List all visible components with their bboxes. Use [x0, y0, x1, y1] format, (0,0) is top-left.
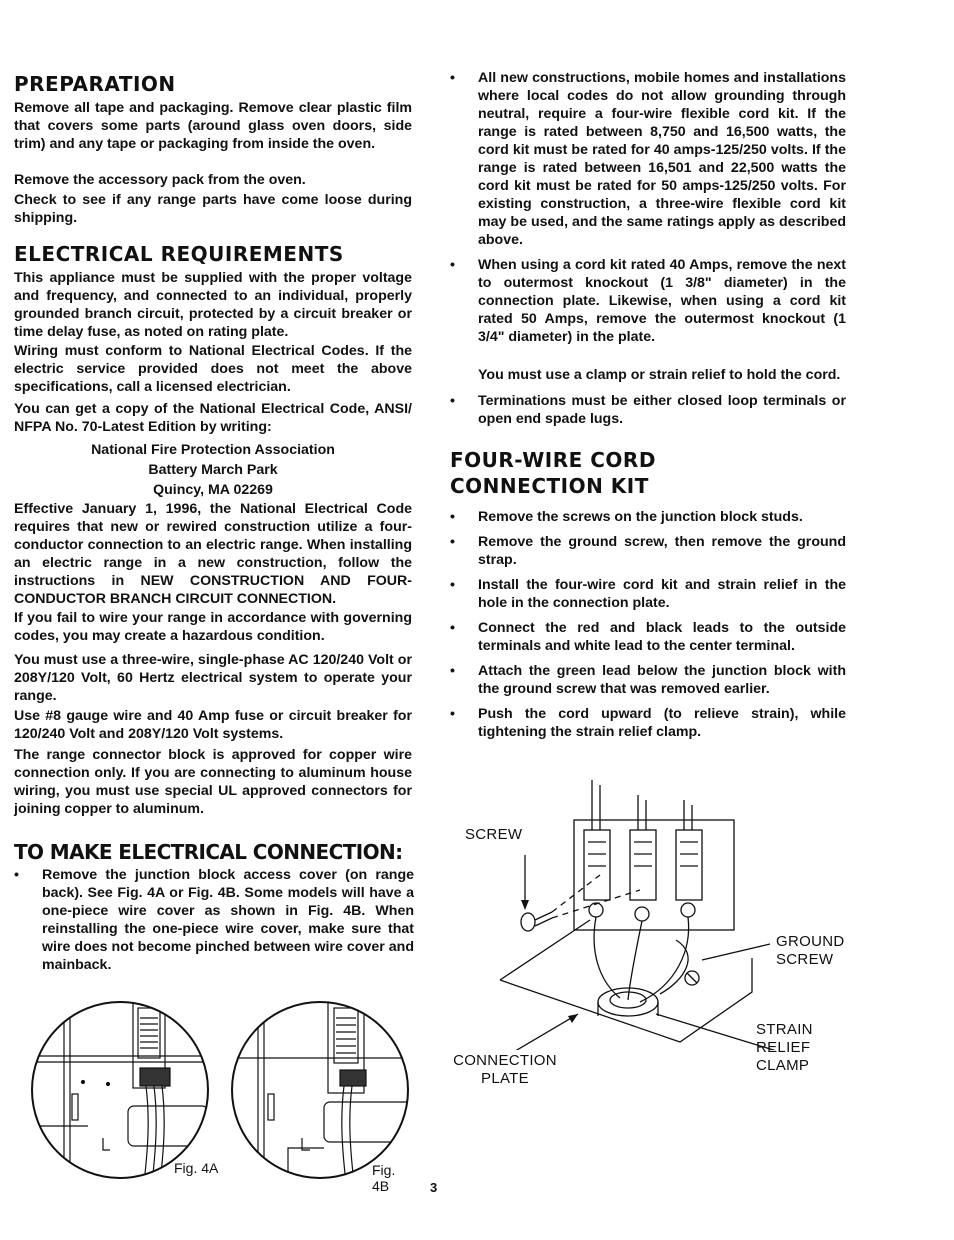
list-item: • Connect the red and black leads to the outside terminals and white lead to the center terminal. [450, 620, 846, 654]
figure-4b-label: Fig. 4B [372, 1162, 396, 1194]
strain-relief-label-line-3: CLAMP [756, 1057, 810, 1074]
preparation-heading: PREPARATION [14, 72, 176, 96]
address-line-1: National Fire Protection Association [91, 442, 335, 458]
preparation-paragraph-1: Remove all tape and packaging. Remove clear plastic film that covers some parts (around glass oven doors, side trim) and any tape or packaging from inside the oven. [14, 100, 412, 152]
four-wire-requirement-text: All new constructions, mobile homes and installations where local codes do not allow grounding through neutral, require a four-wire flexible cord kit. If the range is rated between 8,750 and 16,500 watts, the cord kit must be rated for 40 amps-125/250 volts. If the range is rated between 16,501 and 22,500 watts the cord kit must be rated for 50 amps-125/250 volts. For existing construction, a three-wire flexible cord kit may be used, and the same ratings apply as described above. [478, 70, 846, 248]
make-connection-list [14, 866, 414, 974]
figure-4a-drawing [28, 998, 213, 1183]
electrical-paragraph-6: You must use a three-wire, single-phase AC 120/240 Volt or 208Y/120 Volt, 60 Hertz electrical system to operate your range. [14, 652, 412, 704]
clamp-note: You must use a clamp or strain relief to hold the cord. [478, 367, 841, 383]
list-item: • All new constructions, mobile homes and installations where local codes do not allow grounding through neutral, require a four-wire flexible cord kit. If the range is rated between 8,750 and 16,500 watts, the cord kit must be rated for 40 amps-125/250 volts. If the range is rated between 16,501 and 22,500 watts the cord kit must be rated for 50 amps-125/250 volts. For existing construction, a three-wire flexible cord kit may be used, and the same ratings apply as described above. [450, 70, 846, 248]
ground-screw-label [776, 933, 844, 969]
electrical-paragraph-8: The range connector block is approved for copper wire connection only. If you are connecting to aluminum house wiring, you must use special UL approved connectors for joining copper to aluminum. [14, 747, 412, 817]
terminations-list [450, 392, 846, 428]
make-electrical-connection-heading: TO MAKE ELECTRICAL CONNECTION: [14, 840, 403, 864]
four-wire-cord-heading-line-2: CONNECTION KIT [450, 474, 649, 498]
address-line-2: Battery March Park [148, 462, 278, 478]
electrical-paragraph-1: This appliance must be supplied with the proper voltage and frequency, and connected to an individual, properly grounded branch circuit, protected by a circuit breaker or time delay fuse, as noted on rating plate. [14, 270, 412, 340]
list-item: • Remove the junction block access cover (on range back). See Fig. 4A or Fig. 4B. Some models will have a one-piece wire cover as shown in Fig. 4B. When reinstalling the one-piece wire cover, make sure that wire does not become pinched between wire cover and mainback. [14, 867, 414, 973]
electrical-paragraph-4: Effective January 1, 1996, the National Electrical Code requires that new or rewired construction utilize a four-conductor connection to an electric range. When installing an electric range in a new construction, follow the instructions in NEW CONSTRUCTION AND FOUR-CONDUCTOR BRANCH CIRCUIT CONNECTION. [14, 501, 412, 607]
step-text: Remove the ground screw, then remove the ground strap. [478, 534, 846, 568]
four-wire-cord-heading-line-1: FOUR-WIRE CORD [450, 448, 656, 472]
electrical-requirements-heading: ELECTRICAL REQUIREMENTS [14, 242, 344, 266]
figure-4b-drawing [228, 998, 413, 1183]
address-line-3: Quincy, MA 02269 [153, 482, 273, 498]
connection-plate-label [450, 1052, 560, 1088]
connection-plate-label-line-1: CONNECTION [453, 1052, 557, 1069]
list-item: • Remove the screws on the junction block studs. [450, 509, 803, 525]
list-item: • Push the cord upward (to relieve strain), while tightening the strain relief clamp. [450, 706, 846, 740]
junction-block-diagram [480, 780, 800, 1050]
electrical-paragraph-2: Wiring must conform to National Electrical Codes. If the electric service provided does not meet the above specifications, call a licensed electrician. [14, 343, 412, 395]
electrical-paragraph-7: Use #8 gauge wire and 40 Amp fuse or circuit breaker for 120/240 Volt and 208Y/120 Volt systems. [14, 708, 412, 742]
list-item: • Terminations must be either closed loop terminals or open end spade lugs. [450, 393, 846, 427]
screw-label: SCREW [465, 826, 523, 843]
strain-relief-label-line-2: RELIEF [756, 1039, 811, 1056]
list-item: • Remove the ground screw, then remove the ground strap. [450, 534, 846, 568]
knockout-instruction-text: When using a cord kit rated 40 Amps, remove the next to outermost knockout (1 3/8" diameter) in the connection plate. Likewise, when using a cord kit rated 50 Amps, remove the outermost knockout (1 3/4" diameter) in the plate. [478, 257, 846, 345]
make-connection-bullet-text: Remove the junction block access cover (on range back). See Fig. 4A or Fig. 4B. Some models will have a one-piece wire cover as shown in Fig. 4B. When reinstalling the one-piece wire cover, make sure that wire does not become pinched between wire cover and mainback. [42, 867, 414, 973]
list-item: • When using a cord kit rated 40 Amps, remove the next to outermost knockout (1 3/8" diameter) in the connection plate. Likewise, when using a cord kit rated 50 Amps, remove the outermost knockout (1 3/4" diameter) in the plate. [450, 257, 846, 345]
step-text: Push the cord upward (to relieve strain), while tightening the strain relief clamp. [478, 706, 846, 740]
page-number: 3 [430, 1180, 438, 1195]
step-text: Attach the green lead below the junction block with the ground screw that was removed earlier. [478, 663, 846, 697]
step-text: Remove the screws on the junction block studs. [478, 509, 803, 525]
list-item: • Attach the green lead below the junction block with the ground screw that was removed earlier. [450, 663, 846, 697]
step-text: Install the four-wire cord kit and strain relief in the hole in the connection plate. [478, 577, 846, 611]
ground-screw-label-line-2: SCREW [776, 951, 834, 968]
strain-relief-clamp-label [756, 1021, 813, 1075]
preparation-paragraph-3: Check to see if any range parts have come loose during shipping. [14, 192, 412, 226]
list-item: • Install the four-wire cord kit and strain relief in the hole in the connection plate. [450, 577, 846, 611]
step-text: Connect the red and black leads to the outside terminals and white lead to the center terminal. [478, 620, 846, 654]
nfpa-address [14, 440, 412, 500]
ground-screw-label-line-1: GROUND [776, 933, 845, 950]
strain-relief-label-line-1: STRAIN [756, 1021, 813, 1038]
electrical-paragraph-5: If you fail to wire your range in accordance with governing codes, you may create a hazardous condition. [14, 610, 412, 644]
figure-4a-label: Fig. 4A [174, 1160, 219, 1176]
preparation-paragraph-2: Remove the accessory pack from the oven. [14, 172, 306, 188]
connection-plate-label-line-2: PLATE [481, 1070, 529, 1087]
four-wire-steps-list [450, 508, 846, 741]
electrical-paragraph-3: You can get a copy of the National Electrical Code, ANSI/ NFPA No. 70-Latest Edition by writing: [14, 401, 412, 435]
terminations-text: Terminations must be either closed loop terminals or open end spade lugs. [478, 393, 846, 427]
cord-kit-requirements-list [450, 69, 846, 346]
